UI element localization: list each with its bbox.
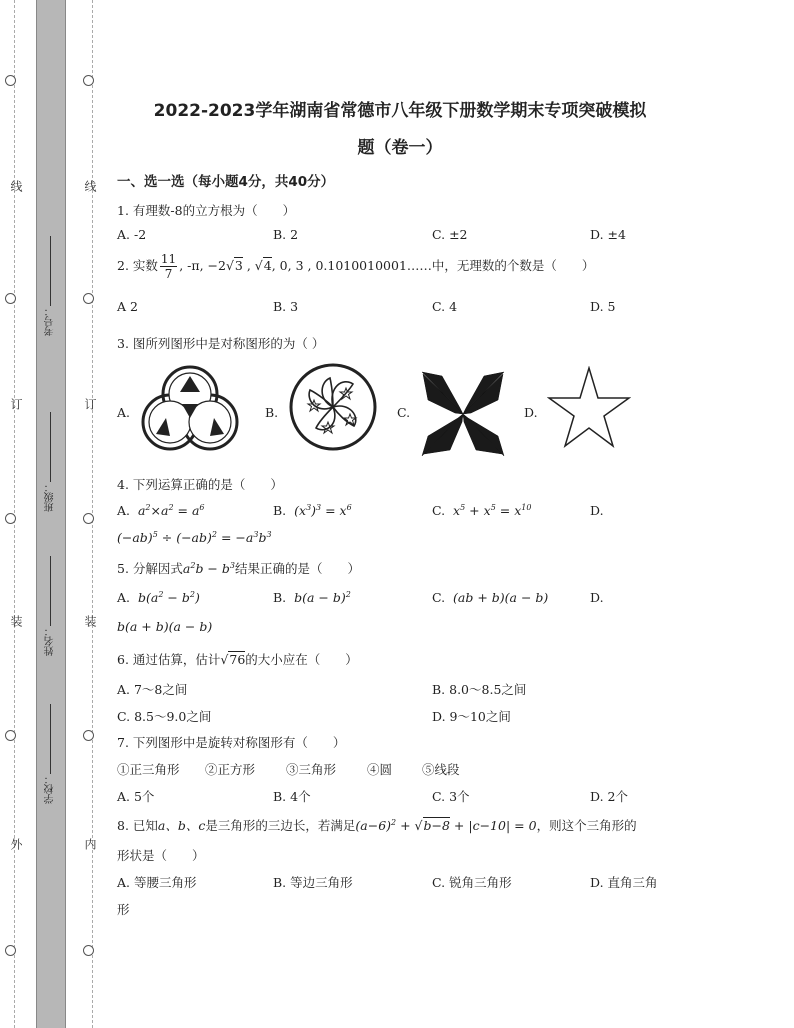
q1-stem: 1. 有理数-8的立方根为（ ） — [117, 203, 296, 218]
q1-option-a[interactable]: A. -2 — [117, 227, 147, 242]
q5-option-c[interactable]: C. (ab + b)(a − b) — [432, 590, 549, 605]
binding-hole — [83, 730, 94, 741]
q5-stem: 5. 分解因式$a^2b - b^3$结果正确的是（ ） — [117, 560, 360, 576]
q4-option-b[interactable]: B. $(x^3)^3 = x^6$ — [273, 503, 352, 519]
q4-option-d-expression: $(-ab)^5 \div (-ab)^2 = -a^3b^3$ — [117, 530, 272, 546]
q5-option-d-expression: b(a + b)(a − b) — [117, 619, 213, 634]
inner-char: 内 — [83, 838, 97, 850]
binding-hole — [83, 293, 94, 304]
q2-option-d[interactable]: D. 5 — [590, 299, 616, 314]
binding-hole — [83, 945, 94, 956]
figure-b-pinwheel — [288, 362, 378, 452]
fraction: $\frac{11}{7}$ — [160, 252, 177, 281]
binding-hole — [5, 75, 16, 86]
q3-option-c[interactable]: C. — [397, 405, 411, 420]
q4-option-c[interactable]: C. $x^5 + x^5 = x^{10}$ — [432, 503, 532, 519]
q7-item: ②正方形 — [205, 762, 256, 777]
exam-title-line1: 2022-2023学年湖南省常德市八年级下册数学期末专项突破模拟 — [153, 101, 647, 121]
outer-char: 线 — [9, 180, 23, 192]
outer-char: 装 — [9, 615, 23, 627]
binding-hole — [5, 293, 16, 304]
q8-option-b[interactable]: B. 等边三角形 — [273, 875, 353, 890]
binding-hole — [5, 730, 16, 741]
figure-c-diamonds — [420, 370, 506, 458]
q6-stem: 6. 通过估算，估计√76的大小应在（ ） — [117, 652, 358, 667]
q7-stem: 7. 下列图形中是旋转对称图形有（ ） — [117, 735, 346, 750]
name-field[interactable]: 姓名： — [40, 552, 60, 659]
outer-char: 外 — [9, 838, 23, 850]
q7-option-b[interactable]: B. 4个 — [273, 789, 311, 804]
q8-option-c[interactable]: C. 锐角三角形 — [432, 875, 512, 890]
q3-stem: 3. 图所列图形中是对称图形的为（ ） — [117, 336, 325, 351]
outer-char: 订 — [9, 398, 23, 410]
q4-option-a[interactable]: A. $a^2\times a^2 = a^6$ — [117, 503, 205, 519]
inner-char: 线 — [83, 180, 97, 192]
q5-option-a[interactable]: A. $b(a^2 - b^2)$ — [117, 590, 200, 606]
binding-hole — [5, 945, 16, 956]
q1-option-d[interactable]: D. ±4 — [590, 227, 626, 242]
q2-option-b[interactable]: B. 3 — [273, 299, 299, 314]
q7-option-a[interactable]: A. 5个 — [117, 789, 155, 804]
q7-item: ①正三角形 — [117, 762, 180, 777]
q7-item: ③三角形 — [286, 762, 337, 777]
q3-option-d[interactable]: D. — [524, 405, 538, 420]
binding-hole — [5, 513, 16, 524]
exam-number-field[interactable]: 考号： — [40, 232, 60, 339]
section-heading: 一、选一选（每小题4分，共40分） — [117, 174, 335, 190]
q3-option-a[interactable]: A. — [117, 405, 131, 420]
q6-option-b[interactable]: B. 8.0～8.5之间 — [432, 682, 527, 697]
q7-item: ④圆 — [367, 762, 393, 777]
q7-option-d[interactable]: D. 2个 — [590, 789, 628, 804]
exam-title-line2: 题（卷一） — [357, 138, 443, 158]
q4-stem: 4. 下列运算正确的是（ ） — [117, 477, 283, 492]
q1-option-c[interactable]: C. ±2 — [432, 227, 468, 242]
q5-option-d[interactable]: D. — [590, 590, 604, 605]
binding-hole — [83, 75, 94, 86]
q2-stem: 2. 实数 $\frac{11}{7}$ , -π, −2√3 , √4, 0, 3 , 0.1010010001……中，无理数的个数是（ ） — [117, 252, 595, 281]
q2-option-c[interactable]: C. 4 — [432, 299, 458, 314]
figure-d-star — [547, 366, 631, 450]
q6-option-a[interactable]: A. 7～8之间 — [117, 682, 188, 697]
q7-item: ⑤线段 — [422, 762, 460, 777]
inner-char: 装 — [83, 615, 97, 627]
q3-option-b[interactable]: B. — [265, 405, 279, 420]
binding-hole — [83, 513, 94, 524]
q5-option-b[interactable]: B. $b(a - b)^2$ — [273, 590, 351, 606]
q8-stem: 8. 已知a、b、c是三角形的三边长，若满足$(a-6)^2 + √b-8 + |c-10| = 0$，则这个三角形的 — [117, 817, 637, 833]
q7-option-c[interactable]: C. 3个 — [432, 789, 470, 804]
q6-option-c[interactable]: C. 8.5～9.0之间 — [117, 709, 212, 724]
figure-a-triquetra — [140, 360, 240, 454]
q8-option-d-cont: 形 — [117, 902, 130, 917]
q2-option-a[interactable]: A 2 — [117, 299, 138, 314]
class-field[interactable]: 班级： — [40, 408, 60, 515]
school-field[interactable]: 学校： — [40, 700, 60, 807]
q6-option-d[interactable]: D. 9～10之间 — [432, 709, 511, 724]
inner-char: 订 — [83, 398, 97, 410]
q8-option-d[interactable]: D. 直角三角 — [590, 875, 658, 890]
q8-option-a[interactable]: A. 等腰三角形 — [117, 875, 197, 890]
q1-option-b[interactable]: B. 2 — [273, 227, 299, 242]
q8-stem-line2: 形状是（ ） — [117, 848, 205, 863]
q4-option-d[interactable]: D. — [590, 503, 604, 518]
